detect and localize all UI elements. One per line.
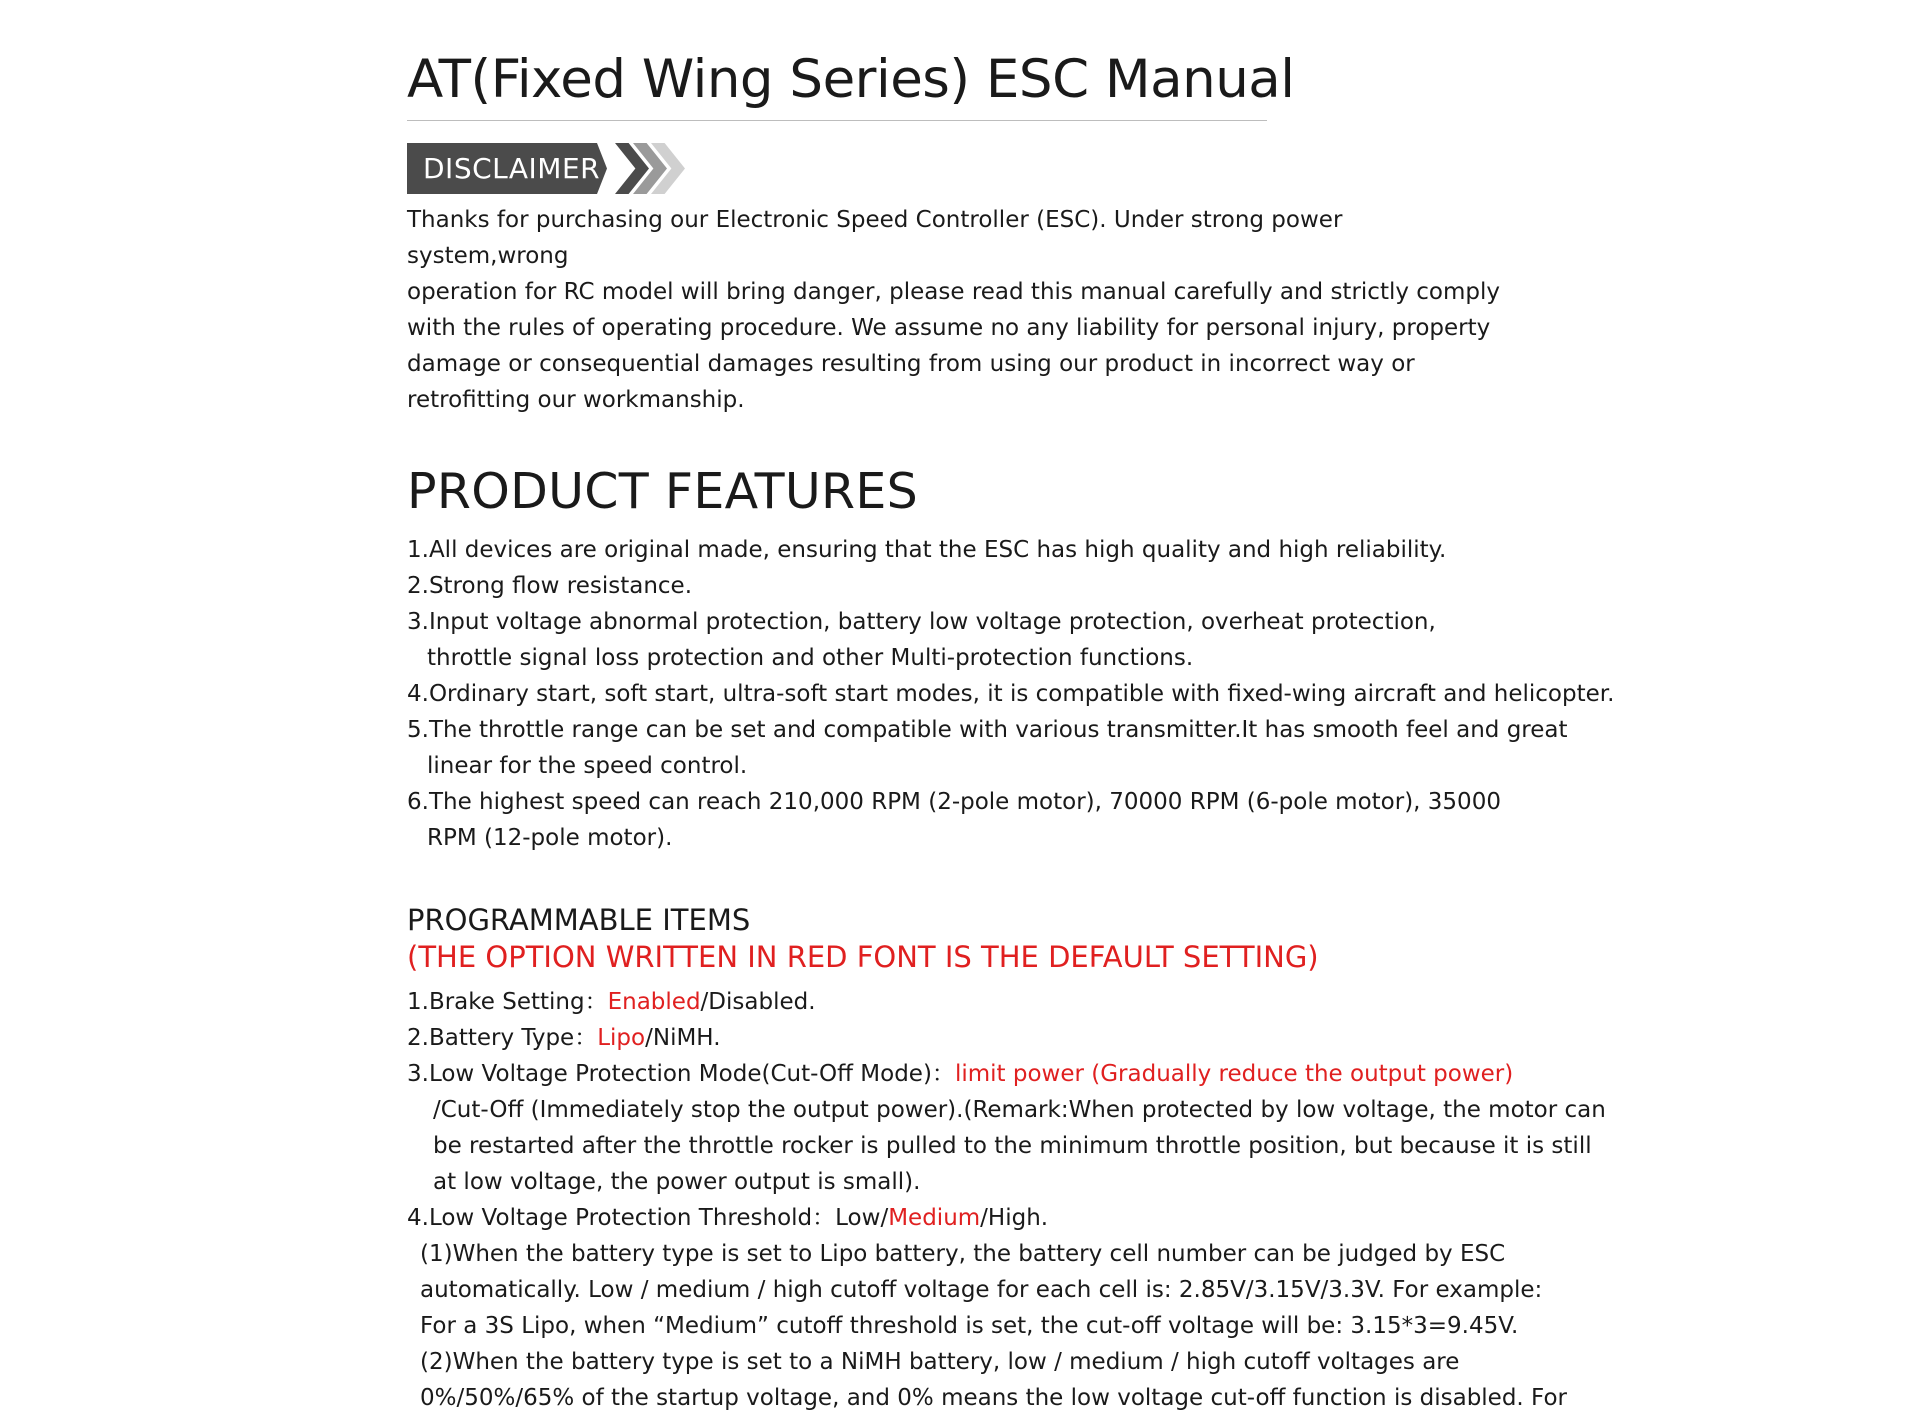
item-rest: /Disabled. bbox=[700, 989, 816, 1015]
feature-text: 3.Input voltage abnormal protection, battery low voltage protection, overheat protection, bbox=[407, 609, 1436, 635]
features-list bbox=[407, 532, 1617, 856]
feature-text: 6.The highest speed can reach 210,000 RPM (2-pole motor), 70000 RPM (6-pole motor), 35000 bbox=[407, 789, 1501, 815]
default-option: Enabled bbox=[607, 989, 701, 1015]
disclaimer-label: DISCLAIMER bbox=[423, 152, 601, 185]
item-prefix: 1.Brake Setting： bbox=[407, 989, 608, 1015]
disclaimer-line: retrofitting our workmanship. bbox=[407, 387, 745, 413]
list-item bbox=[407, 568, 1617, 604]
feature-text: 4.Ordinary start, soft start, ultra-soft start modes, it is compatible with fixed-wing aircraft and helicopter. bbox=[407, 681, 1615, 707]
feature-text: 1.All devices are original made, ensuring that the ESC has high quality and high reliability. bbox=[407, 537, 1447, 563]
item-line: /Cut-Off (Immediately stop the output power).(Remark:When protected by low voltage, the motor can bbox=[433, 1097, 1606, 1123]
disclaimer-line: damage or consequential damages resulting from using our product in incorrect way or bbox=[407, 351, 1415, 377]
list-item bbox=[407, 712, 1617, 784]
item-line: be restarted after the throttle rocker is pulled to the minimum throttle position, but because it is still bbox=[433, 1133, 1592, 1159]
feature-text: 5.The throttle range can be set and compatible with various transmitter.It has smooth feel and great bbox=[407, 717, 1568, 743]
programmable-heading: PROGRAMMABLE ITEMS bbox=[407, 903, 751, 937]
disclaimer-line: with the rules of operating procedure. We assume no any liability for personal injury, property bbox=[407, 315, 1491, 341]
default-option: Medium bbox=[888, 1205, 981, 1231]
list-item bbox=[407, 604, 1617, 676]
note-line: (1)When the battery type is set to Lipo battery, the battery cell number can be judged by ESC bbox=[420, 1241, 1506, 1267]
item-prefix: 2.Battery Type： bbox=[407, 1025, 598, 1051]
feature-text: 2.Strong flow resistance. bbox=[407, 573, 693, 599]
disclaimer-text bbox=[407, 202, 1507, 418]
list-item bbox=[407, 676, 1617, 712]
feature-text: throttle signal loss protection and other Multi-protection functions. bbox=[427, 645, 1194, 671]
item-rest: /High. bbox=[980, 1205, 1049, 1231]
default-option: Lipo bbox=[597, 1025, 646, 1051]
item-line: at low voltage, the power output is small). bbox=[433, 1169, 921, 1195]
list-item bbox=[407, 784, 1617, 856]
threshold-notes bbox=[407, 1236, 1617, 1416]
feature-text: RPM (12-pole motor). bbox=[427, 825, 673, 851]
item-prefix: 3.Low Voltage Protection Mode(Cut-Off Mode)： bbox=[407, 1061, 955, 1087]
list-item bbox=[407, 532, 1617, 568]
list-item bbox=[407, 1056, 1617, 1200]
disclaimer-line: operation for RC model will bring danger, please read this manual carefully and strictly comply bbox=[407, 279, 1500, 305]
features-heading: PRODUCT FEATURES bbox=[407, 463, 919, 520]
programmable-subheading: (THE OPTION WRITTEN IN RED FONT IS THE DEFAULT SETTING) bbox=[407, 940, 1319, 974]
note-line: (2)When the battery type is set to a NiMH battery, low / medium / high cutoff voltages are bbox=[420, 1349, 1460, 1375]
list-item bbox=[407, 1020, 1617, 1056]
default-option: limit power (Gradually reduce the output power) bbox=[954, 1061, 1514, 1087]
page-title: AT(Fixed Wing Series) ESC Manual bbox=[407, 49, 1295, 110]
note-line: 0%/50%/65% of the startup voltage, and 0% means the low voltage cut-off function is disabled. For bbox=[420, 1385, 1567, 1411]
disclaimer-banner bbox=[407, 143, 677, 194]
disclaimer-line: Thanks for purchasing our Electronic Speed Controller (ESC). Under strong power system,wrong bbox=[407, 207, 1343, 269]
programmable-list bbox=[407, 984, 1617, 1236]
manual-page bbox=[407, 40, 1617, 1416]
item-rest: /NiMH. bbox=[645, 1025, 721, 1051]
note-line: For a 3S Lipo, when “Medium” cutoff threshold is set, the cut-off voltage will be: 3.15*3=9.45V. bbox=[420, 1313, 1519, 1339]
item-prefix: 4.Low Voltage Protection Threshold：Low/ bbox=[407, 1205, 889, 1231]
note-line: automatically. Low / medium / high cutoff voltage for each cell is: 2.85V/3.15V/3.3V. For example: bbox=[420, 1277, 1543, 1303]
feature-text: linear for the speed control. bbox=[427, 753, 748, 779]
list-item bbox=[407, 1200, 1617, 1236]
title-divider bbox=[407, 120, 1267, 121]
list-item bbox=[407, 984, 1617, 1020]
